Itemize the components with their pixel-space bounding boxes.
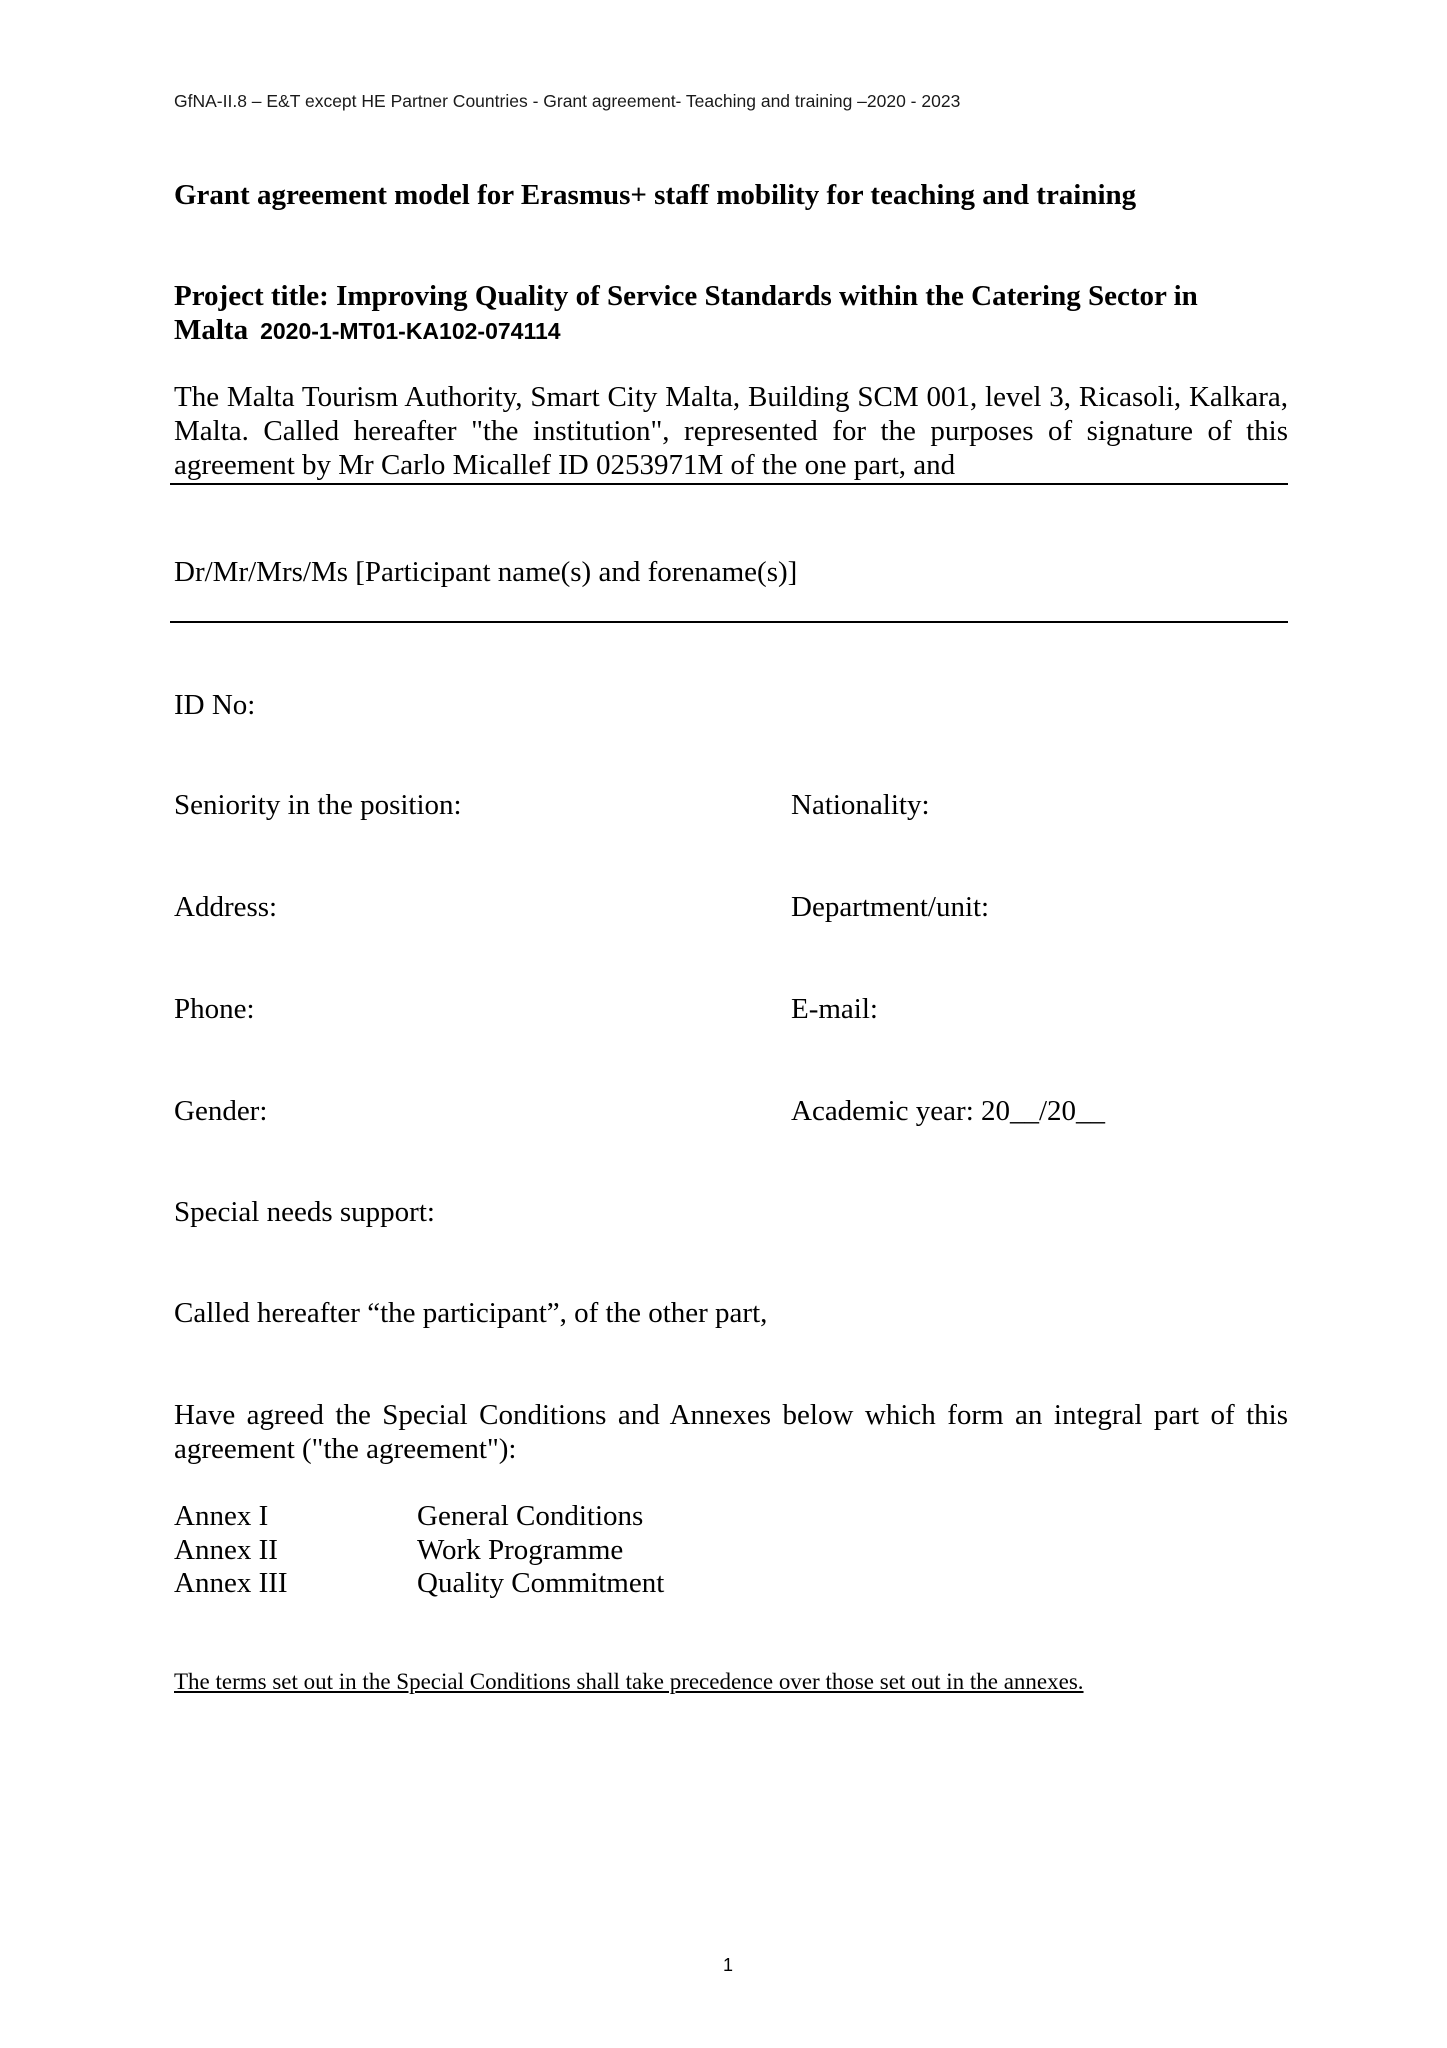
called-hereafter-text: Called hereafter “the participant”, of the other part,: [174, 1297, 768, 1329]
address-label: Address:: [174, 891, 278, 923]
institution-paragraph: [174, 380, 1288, 482]
annex-title: Quality Commitment: [417, 1567, 665, 1599]
participant-name-line: [170, 621, 1288, 623]
agreement-line: agreement ("the agreement"):: [174, 1433, 517, 1465]
page-number: 1: [722, 1955, 733, 1975]
project-title-line-2: [174, 313, 1198, 348]
precedence-note: The terms set out in the Special Conditions shall take precedence over those set out in the annexes.: [174, 1669, 1084, 1694]
annex-number: Annex III: [174, 1567, 288, 1599]
annex-item: [174, 1499, 1074, 1533]
email-label: E-mail:: [791, 993, 878, 1025]
agreement-line: Have agreed the Special Conditions and Annexes below which form an integral part of this: [174, 1399, 1288, 1431]
department-label: Department/unit:: [791, 891, 990, 923]
gender-label: Gender:: [174, 1095, 268, 1127]
annex-item: [174, 1533, 1074, 1567]
project-title: [174, 279, 1198, 348]
annex-number: Annex I: [174, 1500, 269, 1532]
special-needs-label: Special needs support:: [174, 1196, 435, 1228]
annex-number: Annex II: [174, 1534, 278, 1566]
institution-line: agreement by Mr Carlo Micallef ID 0253971M of the one part, and: [174, 449, 956, 481]
seniority-label: Seniority in the position:: [174, 789, 462, 821]
annex-title: Work Programme: [417, 1534, 624, 1566]
institution-line: Malta. Called hereafter "the institution", represented for the purposes of signature of this: [174, 415, 1288, 447]
annex-title: General Conditions: [417, 1500, 644, 1532]
id-no-label: ID No:: [174, 689, 256, 721]
document-title: Grant agreement model for Erasmus+ staff mobility for teaching and training: [174, 179, 1137, 211]
project-code: 2020-1-MT01-KA102-074114: [260, 318, 561, 344]
institution-divider: [170, 483, 1288, 485]
project-title-country: Malta: [174, 314, 249, 346]
phone-label: Phone:: [174, 993, 255, 1025]
annex-item: [174, 1566, 1074, 1600]
institution-line: The Malta Tourism Authority, Smart City Malta, Building SCM 001, level 3, Ricasoli, Kalkara,: [174, 381, 1288, 413]
participant-name-placeholder: Dr/Mr/Mrs/Ms [Participant name(s) and forename(s)]: [174, 556, 798, 588]
academic-year-label: Academic year: 20__/20__: [791, 1095, 1106, 1127]
running-header: GfNA-II.8 – E&T except HE Partner Countries - Grant agreement- Teaching and training –2020 - 2023: [174, 91, 961, 111]
nationality-label: Nationality:: [791, 789, 930, 821]
project-title-line-1: Project title: Improving Quality of Service Standards within the Catering Sector in: [174, 280, 1198, 312]
agreement-paragraph: [174, 1398, 1288, 1466]
